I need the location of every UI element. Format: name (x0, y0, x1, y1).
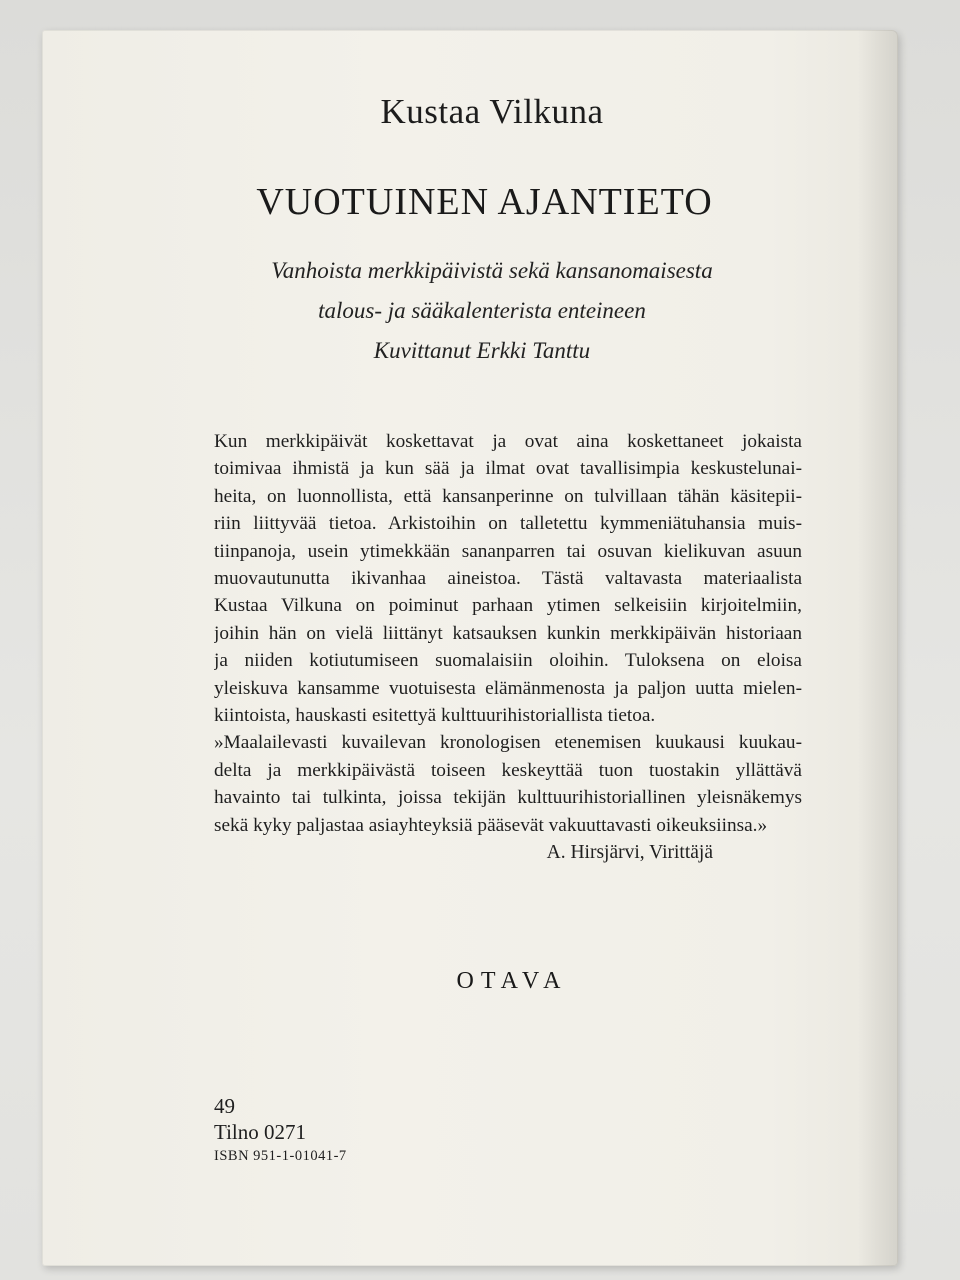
blurb-line: Kustaa Vilkuna on poiminut parhaan ytimen selkeisiin kirjoitelmiin, (214, 595, 802, 617)
quote-line: havainto tai tulkinta, joissa tekijän kulttuurihistoriallinen yleisnäkemys (214, 787, 802, 809)
blurb-line: yleiskuva kansamme vuotuisesta elämänmenosta ja paljon uutta mielen- (214, 677, 802, 699)
blurb-text (214, 428, 802, 839)
isbn: ISBN 951-1-01041-7 (214, 1148, 347, 1164)
blurb-line: tiinpanoja, usein ytimekkään sananparren tai osuvan kielikuvan asuun (214, 540, 802, 562)
illustrator-credit: Kuvittanut Erkki Tanttu (373, 338, 591, 363)
blurb-line: heita, on luonnollista, että kansanperinne on tulvillaan tähän käsitepii- (214, 485, 802, 507)
quote-line: »Maalailevasti kuvailevan kronologisen etenemisen kuukausi kuukau- (214, 732, 802, 754)
subtitle-line: talous- ja sääkalenterista enteineen (318, 298, 646, 323)
blurb-line: muovautunutta ikivanhaa aineistoa. Tästä valtavasta materiaalista (214, 568, 802, 590)
subtitle-line: Vanhoista merkkipäivistä sekä kansanomaisesta (271, 258, 713, 283)
quote-line: sekä kyky paljastaa asiayhteyksiä pääsevät vakuuttavasti oikeuksiinsa.» (214, 814, 768, 836)
order-number: Tilno 0271 (214, 1120, 307, 1144)
quote-attribution: A. Hirsjärvi, Virittäjä (546, 842, 713, 863)
blurb-line: riin liittyvää tietoa. Arkistoihin on talletettu kymmeniätuhansia muis- (214, 513, 802, 535)
book-title: VUOTUINEN AJANTIETO (256, 181, 713, 223)
book-back-cover (42, 30, 898, 1266)
blurb-line: Kun merkkipäivät koskettavat ja ovat aina koskettaneet jokaista (214, 431, 802, 452)
blurb-line: joihin hän on vielä liittänyt katsauksen kunkin merkkipäivän historiaan (214, 622, 802, 644)
blurb-line: kiintoista, hauskasti esitettyä kulttuurihistoriallista tietoa. (214, 705, 656, 727)
series-number: 49 (214, 1094, 235, 1118)
publisher-name: OTAVA (456, 968, 568, 994)
blurb-line: toimivaa ihmistä ja kun sää ja ilmat ovat tavallisimpia keskustelunai- (214, 458, 802, 480)
quote-line: delta ja merkkipäivästä toiseen keskeyttää tuon tuostakin yllättävä (214, 759, 802, 781)
blurb-line: ja niiden kotiutumiseen suomalaisiin oloihin. Tuloksena on eloisa (214, 650, 802, 672)
author-name: Kustaa Vilkuna (380, 92, 604, 131)
